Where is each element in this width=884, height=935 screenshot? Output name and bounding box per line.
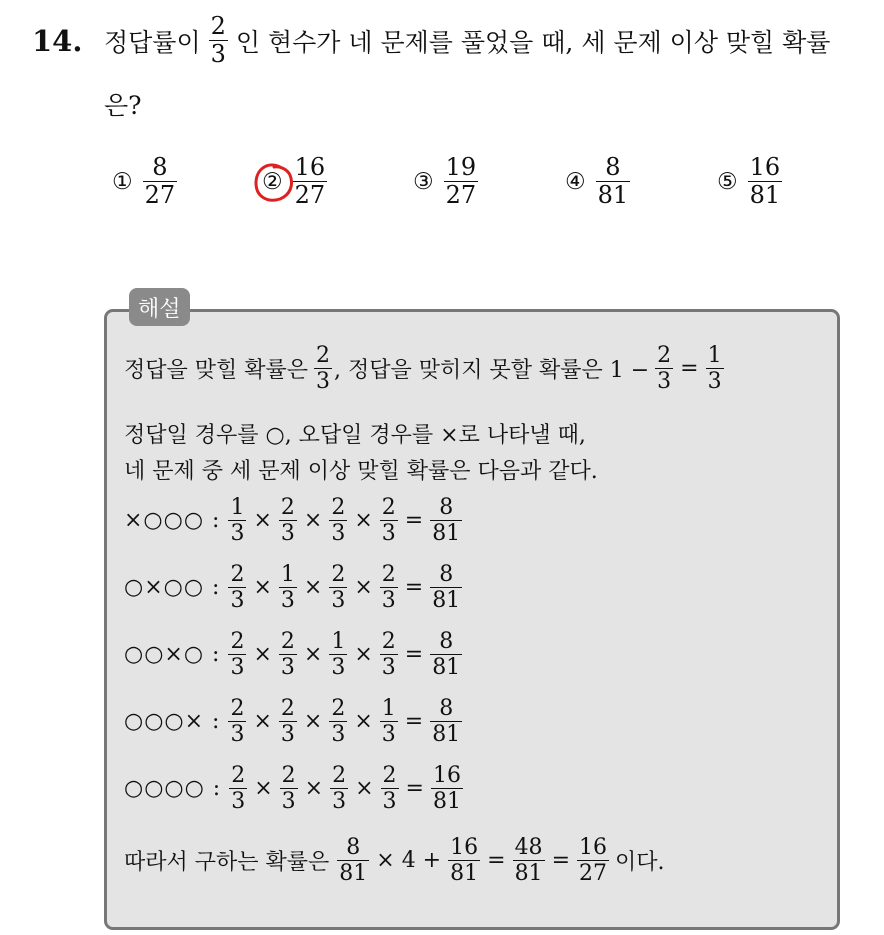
times-sign: × [253, 575, 272, 601]
equals-sign: = [405, 776, 424, 802]
case-fraction: $\frac{1}{3}$ [230, 495, 245, 547]
equals-sign: = [404, 709, 424, 735]
solution-label: 해설 [129, 288, 190, 326]
question-rate-fraction: $\frac{2}{3}$ [210, 12, 226, 69]
case-fraction: $\frac{2}{3}$ [331, 562, 346, 614]
case-fraction: $\frac{2}{3}$ [280, 495, 295, 547]
case-fraction: $\frac{2}{3}$ [332, 763, 347, 815]
case-result: $\frac{8}{81}$ [432, 696, 461, 748]
case-sequence: ○○○× : [124, 709, 221, 735]
solution-case-row [124, 764, 465, 813]
choice-1[interactable]: ① $\frac{8}{27}$ [112, 153, 176, 210]
case-fraction: $\frac{2}{3}$ [381, 629, 396, 681]
times-sign: × [303, 575, 323, 601]
case-fraction: $\frac{2}{3}$ [280, 696, 295, 748]
choice-5[interactable]: ⑤ $\frac{16}{81}$ [717, 153, 781, 210]
solution-case-row [124, 630, 464, 679]
times-sign: × [354, 642, 373, 668]
question-text-line2: 은? [104, 91, 142, 120]
times-sign: × [253, 508, 272, 534]
times-sign: × [254, 776, 273, 802]
case-sequence: ×○○○ : [124, 508, 221, 534]
question-number: 14. [32, 24, 83, 58]
case-result: $\frac{8}{81}$ [432, 629, 461, 681]
question-text-before: 정답률이 [104, 27, 201, 57]
times-sign: × [303, 508, 323, 534]
case-result: $\frac{8}{81}$ [432, 495, 461, 547]
choice-3[interactable]: ③ $\frac{19}{27}$ [413, 153, 477, 210]
times-sign: × [354, 508, 373, 534]
question-text-after: 인 현수가 네 문제를 풀었을 때, 세 문제 이상 맞힐 확률 [235, 27, 831, 57]
times-sign: × [303, 642, 323, 668]
solution-case-row [124, 697, 464, 746]
case-fraction: $\frac{2}{3}$ [230, 562, 245, 614]
solution-line-1: 정답을 맞힐 확률은 $\frac{2}{3}$ , 정답을 맞히지 못할 확률은 1 − $\frac{2}{3}$ = $\frac{1}{3}$ [124, 343, 722, 395]
times-sign: × [304, 776, 324, 802]
solution-case-row [124, 563, 464, 612]
case-sequence: ○○×○ : [124, 642, 221, 668]
case-fraction: $\frac{1}{3}$ [381, 696, 396, 748]
question-text-line1 [104, 14, 830, 67]
times-sign: × [253, 709, 272, 735]
solution-final-line: 따라서 구하는 확률은 $\frac{8}{81}$ × 4 + $\frac{16}{81}$ = $\frac{48}{81}$ = $\frac{16}{27}$ 이다. [124, 835, 665, 887]
case-fraction: $\frac{2}{3}$ [331, 696, 346, 748]
equals-sign: = [404, 642, 424, 668]
solution-line-3: 네 문제 중 세 문제 이상 맞힐 확률은 다음과 같다. [124, 459, 598, 484]
times-sign: × [354, 575, 373, 601]
case-result: $\frac{16}{81}$ [432, 763, 461, 815]
case-fraction: $\frac{2}{3}$ [382, 763, 397, 815]
case-sequence: ○×○○ : [124, 575, 221, 601]
equals-sign: = [404, 508, 424, 534]
case-fraction: $\frac{2}{3}$ [381, 495, 396, 547]
answer-circle-mark-icon [250, 159, 300, 209]
case-fraction: $\frac{2}{3}$ [281, 763, 296, 815]
case-fraction: $\frac{2}{3}$ [331, 495, 346, 547]
times-sign: × [354, 709, 373, 735]
times-sign: × [253, 642, 272, 668]
case-fraction: $\frac{2}{3}$ [231, 763, 246, 815]
choice-2[interactable]: ② $\frac{16}{27}$ [262, 155, 329, 208]
solution-line-2: 정답일 경우를 ○, 오답일 경우를 ×로 나타낼 때, [124, 423, 586, 448]
times-sign: × [303, 709, 323, 735]
case-result: $\frac{8}{81}$ [432, 562, 461, 614]
case-fraction: $\frac{2}{3}$ [230, 696, 245, 748]
case-fraction: $\frac{2}{3}$ [280, 629, 295, 681]
choice-4[interactable]: ④ $\frac{8}{81}$ [565, 153, 629, 210]
equals-sign: = [404, 575, 424, 601]
solution-case-row [124, 496, 464, 545]
case-fraction: $\frac{2}{3}$ [230, 629, 245, 681]
case-fraction: $\frac{1}{3}$ [280, 562, 295, 614]
case-fraction: $\frac{1}{3}$ [331, 629, 346, 681]
case-sequence: ○○○○ : [124, 776, 222, 802]
case-fraction: $\frac{2}{3}$ [381, 562, 396, 614]
times-sign: × [355, 776, 374, 802]
